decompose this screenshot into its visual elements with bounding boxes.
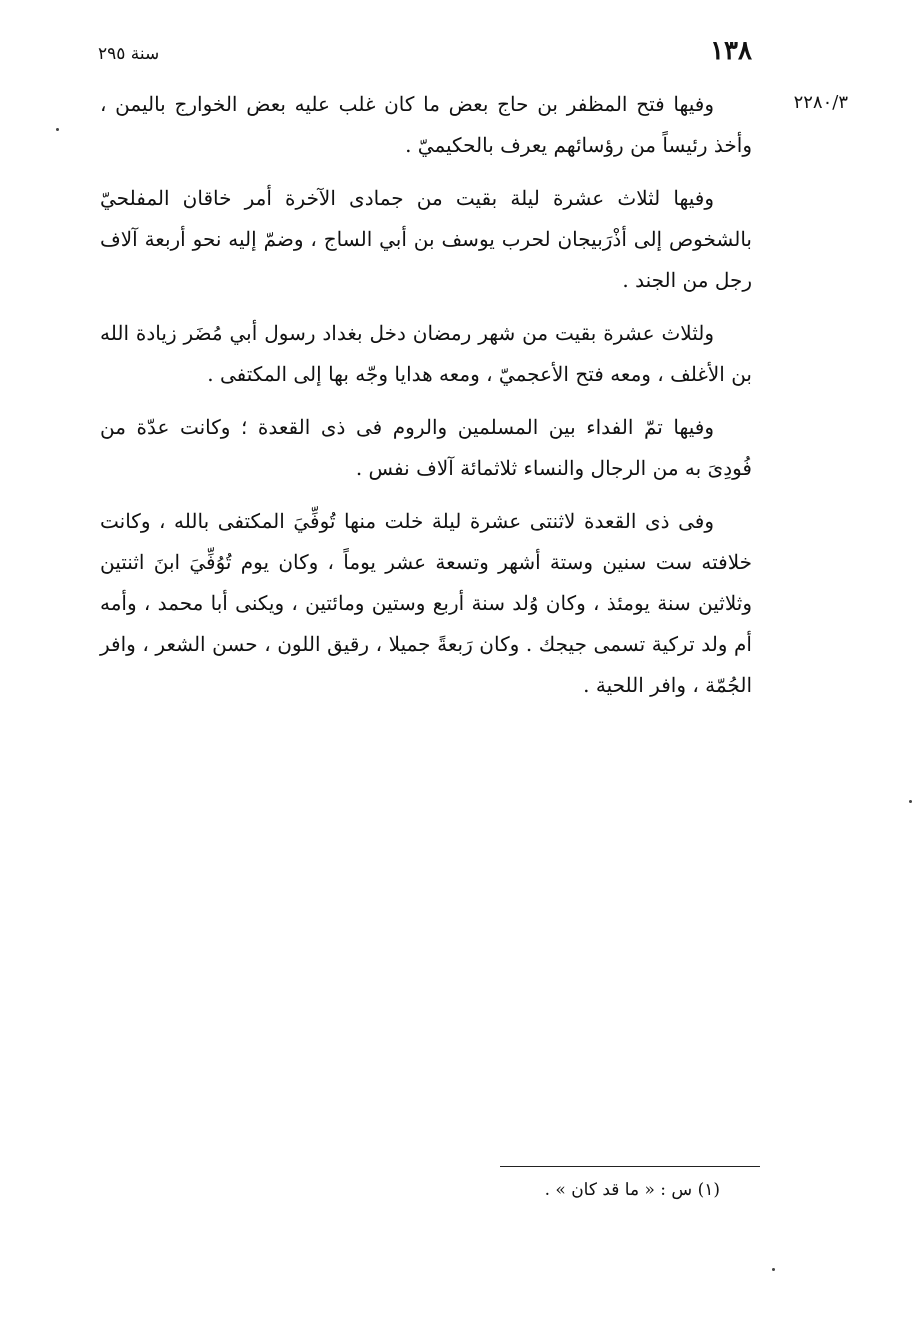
paragraph: ولثلاث عشرة بقيت من شهر رمضان دخل بغداد رسول أبي مُضَر زيادة الله بن الأغلف ، ومعه فتح الأعجميّ ، ومعه هدايا وجّه بها إلى المكتفى . [100, 321, 752, 386]
paragraph: وفيها فتح المظفر بن حاج بعض ما كان غلب عليه بعض الخوارج باليمن ، وأخذ رئيساً من رؤسائهم يعرف بالحكيميّ . [100, 92, 752, 157]
margin-reference: ٢٢٨٠/٣ [793, 92, 848, 113]
paragraph: وفى ذى القعدة لاثنتى عشرة ليلة خلت منها تُوفِّيَ المكتفى بالله ، وكانت خلافته ست سنين وستة أشهر وتسعة عشر يوماً ، وكان يوم تُوُفِّيَ ابنَ اثنتين وثلاثين سنة يومئذ ، وكان وُلد سنة أربع وستين ومائتين ، ويكنى أبا محمد ، وأمه أم ولد تركية تسمى جيجك . وكان رَبعةً جميلا ، رقيق اللون ، حسن الشعر ، وافر الجُمّة ، وافر اللحية . [100, 509, 752, 697]
paragraph: وفيها لثلاث عشرة ليلة بقيت من جمادى الآخرة أمر خاقان المفلحيّ بالشخوص إلى أذْرَبيجان لحرب يوسف بن أبي الساج ، وضمّ إليه نحو أربعة آلاف رجل من الجند . [100, 186, 752, 292]
footnote-divider [500, 1166, 760, 1167]
scan-speck [56, 128, 59, 131]
body-text [100, 84, 752, 718]
scan-speck [909, 800, 912, 803]
page-number: ١٣٨ [710, 36, 752, 66]
footnote: (١) س : « ما قد كان » . [544, 1180, 720, 1200]
paragraph: وفيها تمّ الفداء بين المسلمين والروم فى ذى القعدة ؛ وكانت عدّة من فُودِىَ به من الرجال والنساء ثلاثمائة آلاف نفس . [100, 415, 752, 480]
scan-speck [772, 1268, 775, 1271]
running-header-year: سنة ٢٩٥ [98, 44, 160, 64]
